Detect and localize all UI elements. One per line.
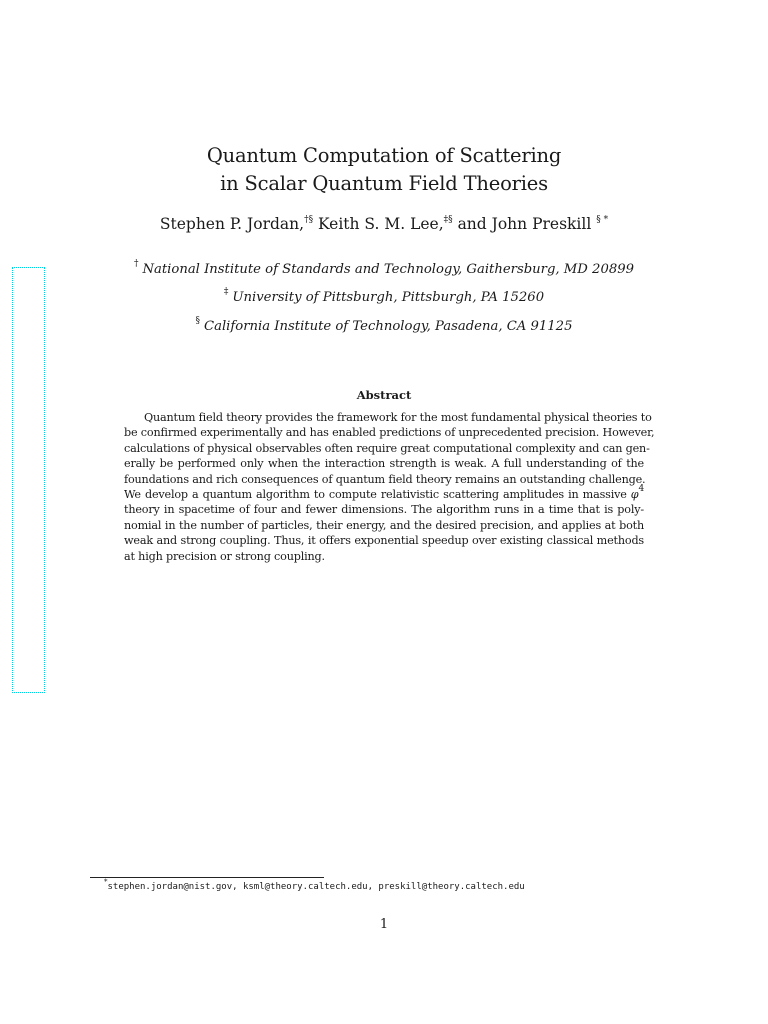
footnote-rule: [90, 877, 324, 878]
phi-exponent: 4: [638, 484, 644, 495]
author-preskill: and John Preskill: [452, 215, 597, 233]
affiliation-text: University of Pittsburgh, Pittsburgh, PA 15260: [232, 290, 545, 305]
author-lee: Keith S. M. Lee,: [313, 215, 444, 233]
author-lee-marks: ‡§: [443, 215, 453, 225]
paper-title: [0, 142, 768, 198]
affiliation-pitt: [0, 288, 768, 308]
author-preskill-marks: § *: [596, 215, 609, 225]
author-jordan: Stephen P. Jordan,: [159, 215, 305, 233]
author-jordan-marks: †§: [304, 215, 314, 225]
title-line-1: Quantum Computation of Scattering: [206, 144, 562, 167]
abstract-line: theory in spacetime of four and fewer dimensions. The algorithm runs in a time that is poly-: [124, 503, 644, 517]
affiliation-caltech: [0, 317, 768, 337]
abstract-line: be confirmed experimentally and has enabled predictions of unprecedented precision. However,: [124, 426, 655, 440]
abstract-line: erally be performed only when the interaction strength is weak. A full understanding of the: [124, 457, 644, 471]
author-list: [0, 212, 768, 236]
affiliation-mark: §: [195, 316, 201, 326]
phi-symbol: φ: [630, 488, 639, 502]
affiliation-nist: [0, 260, 768, 280]
abstract-line-with-math: [124, 484, 644, 502]
footnote-emails: [104, 880, 525, 894]
affiliation-text: National Institute of Standards and Technology, Gaithersburg, MD 20899: [142, 262, 635, 277]
footnote-mark: *: [104, 878, 108, 886]
abstract-line: calculations of physical observables often require great computational complexity and can gen-: [124, 441, 650, 455]
page-number: 1: [379, 917, 389, 932]
abstract-line-text: We develop a quantum algorithm to compute relativistic scattering amplitudes in massive: [124, 488, 631, 502]
title-line-2: in Scalar Quantum Field Theories: [220, 172, 548, 195]
abstract-line: at high precision or strong coupling.: [124, 549, 325, 563]
affiliation-mark: †: [133, 259, 139, 269]
footnote-text: stephen.jordan@nist.gov, ksml@theory.caltech.edu, preskill@theory.caltech.edu: [107, 882, 525, 892]
affiliation-mark: ‡: [223, 287, 229, 297]
abstract-body: [124, 410, 655, 564]
abstract-line: nomial in the number of particles, their energy, and the desired precision, and applies at both: [124, 518, 644, 532]
abstract-line: Quantum field theory provides the framework for the most fundamental physical theories to: [144, 411, 652, 424]
abstract-heading: Abstract: [356, 388, 412, 402]
abstract-line: foundations and rich consequences of quantum field theory remains an outstanding challenge.: [124, 472, 646, 486]
affiliation-text: California Institute of Technology, Pasadena, CA 91125: [204, 319, 573, 334]
abstract-line: weak and strong coupling. Thus, it offers exponential speedup over existing classical methods: [124, 534, 644, 548]
